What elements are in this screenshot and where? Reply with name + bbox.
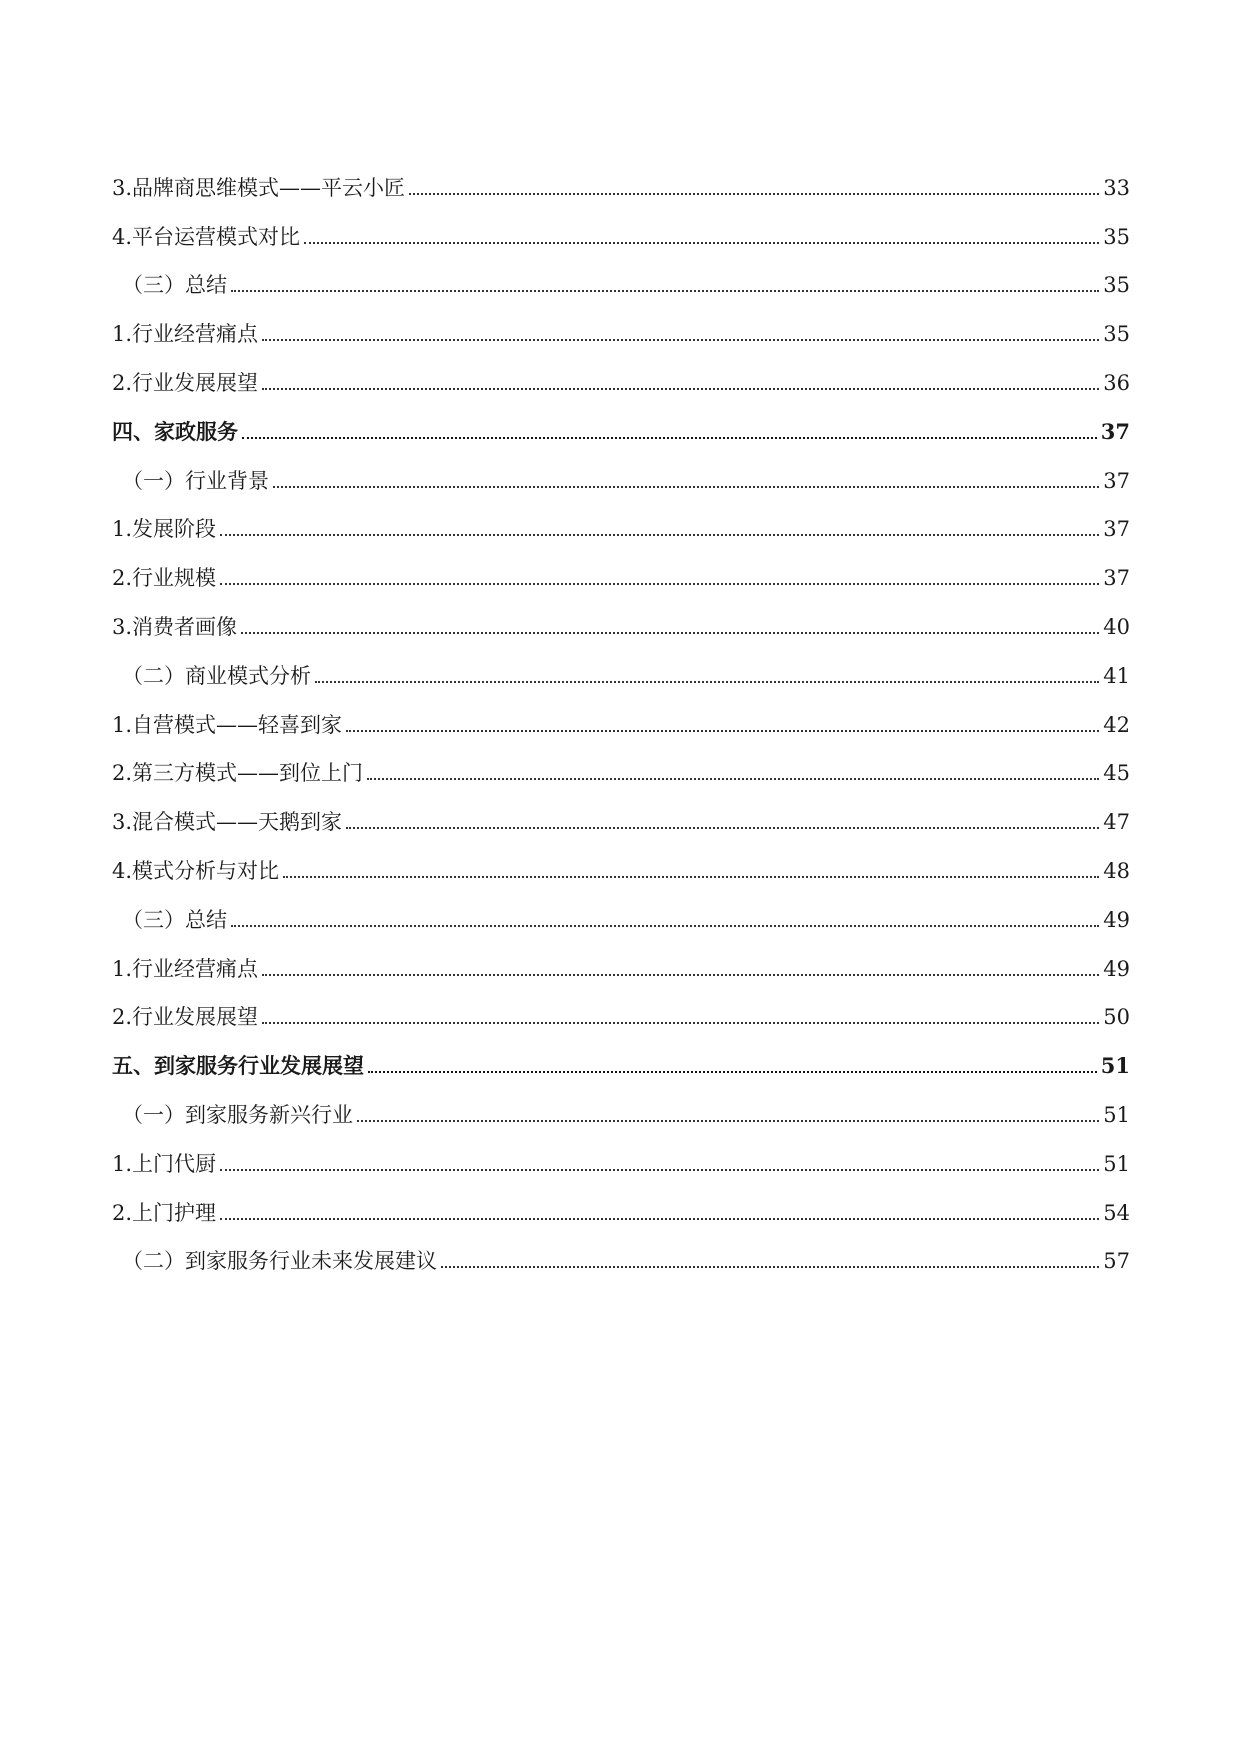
toc-dot-leader xyxy=(357,1120,1099,1122)
table-of-contents xyxy=(112,152,1130,1274)
toc-page-number: 51 xyxy=(1103,1151,1130,1176)
toc-item-entry[interactable] xyxy=(112,591,1130,640)
toc-page-number: 47 xyxy=(1103,810,1130,835)
toc-page-number: 57 xyxy=(1103,1249,1130,1274)
toc-dot-leader xyxy=(315,681,1099,683)
toc-entry-title: 4.平台运营模式对比 xyxy=(112,224,301,249)
toc-page-number: 45 xyxy=(1103,761,1130,786)
toc-entry-title: 1.行业经营痛点 xyxy=(112,956,259,981)
toc-dot-leader xyxy=(346,730,1099,732)
toc-item-entry[interactable] xyxy=(112,982,1130,1031)
toc-dot-leader xyxy=(220,583,1099,585)
toc-dot-leader xyxy=(242,437,1097,439)
toc-page-number: 35 xyxy=(1103,273,1130,298)
toc-entry-title: （一）行业背景 xyxy=(122,468,269,493)
toc-entry-title: （三）总结 xyxy=(122,907,227,932)
toc-entry-title: 4.模式分析与对比 xyxy=(112,858,280,883)
toc-dot-leader xyxy=(262,339,1099,341)
toc-entry-title: 五、到家服务行业发展展望 xyxy=(112,1053,364,1079)
toc-dot-leader xyxy=(346,827,1099,829)
toc-item-entry[interactable] xyxy=(112,738,1130,787)
toc-page-number: 40 xyxy=(1103,614,1130,639)
toc-dot-leader xyxy=(441,1266,1099,1268)
toc-entry-title: 1.发展阶段 xyxy=(112,517,217,542)
toc-item-entry[interactable] xyxy=(112,542,1130,591)
toc-page-number: 48 xyxy=(1103,858,1130,883)
toc-page-number: 37 xyxy=(1103,468,1130,493)
toc-page-number: 33 xyxy=(1103,175,1130,200)
toc-dot-leader xyxy=(220,1218,1099,1220)
toc-item-entry[interactable] xyxy=(112,1177,1130,1226)
toc-section-entry[interactable] xyxy=(112,640,1130,689)
toc-page-number: 35 xyxy=(1103,224,1130,249)
toc-page-number: 35 xyxy=(1103,322,1130,347)
toc-page-number: 51 xyxy=(1103,1102,1130,1127)
toc-entry-title: 1.行业经营痛点 xyxy=(112,322,259,347)
toc-entry-title: （三）总结 xyxy=(122,273,227,298)
toc-section-entry[interactable] xyxy=(112,1079,1130,1128)
toc-dot-leader xyxy=(273,486,1099,488)
toc-item-entry[interactable] xyxy=(112,201,1130,250)
toc-dot-leader xyxy=(220,534,1099,536)
toc-section-entry[interactable] xyxy=(112,884,1130,933)
toc-page-number: 50 xyxy=(1103,1005,1130,1030)
toc-item-entry[interactable] xyxy=(112,152,1130,201)
toc-page-number: 49 xyxy=(1103,956,1130,981)
toc-page-number: 51 xyxy=(1100,1053,1130,1079)
toc-entry-title: 2.行业发展展望 xyxy=(112,1005,259,1030)
toc-page-number: 41 xyxy=(1103,663,1130,688)
toc-entry-title: 2.上门护理 xyxy=(112,1200,217,1225)
toc-item-entry[interactable] xyxy=(112,689,1130,738)
toc-dot-leader xyxy=(262,1022,1099,1024)
toc-entry-title: （二）商业模式分析 xyxy=(122,663,311,688)
toc-item-entry[interactable] xyxy=(112,347,1130,396)
toc-entry-title: 3.品牌商思维模式——平云小匠 xyxy=(112,175,406,200)
toc-dot-leader xyxy=(231,925,1099,927)
toc-chapter-entry[interactable] xyxy=(112,1030,1130,1079)
toc-dot-leader xyxy=(231,290,1099,292)
toc-entry-title: 2.行业发展展望 xyxy=(112,370,259,395)
toc-page-number: 37 xyxy=(1103,517,1130,542)
toc-section-entry[interactable] xyxy=(112,250,1130,299)
toc-dot-leader xyxy=(283,876,1099,878)
toc-item-entry[interactable] xyxy=(112,1128,1130,1177)
toc-dot-leader xyxy=(241,632,1099,634)
toc-entry-title: 2.行业规模 xyxy=(112,566,217,591)
toc-dot-leader xyxy=(367,778,1099,780)
toc-dot-leader xyxy=(304,242,1099,244)
toc-entry-title: 3.混合模式——天鹅到家 xyxy=(112,810,343,835)
toc-entry-title: 1.上门代厨 xyxy=(112,1151,217,1176)
toc-item-entry[interactable] xyxy=(112,786,1130,835)
toc-dot-leader xyxy=(262,388,1099,390)
toc-section-entry[interactable] xyxy=(112,1226,1130,1275)
toc-page-number: 42 xyxy=(1103,712,1130,737)
toc-dot-leader xyxy=(409,193,1099,195)
toc-page-number: 54 xyxy=(1103,1200,1130,1225)
toc-entry-title: 四、家政服务 xyxy=(112,418,238,444)
toc-page-number: 37 xyxy=(1103,566,1130,591)
toc-entry-title: 1.自营模式——轻喜到家 xyxy=(112,712,343,737)
toc-item-entry[interactable] xyxy=(112,494,1130,543)
toc-page-number: 36 xyxy=(1103,370,1130,395)
toc-entry-title: 2.第三方模式——到位上门 xyxy=(112,761,364,786)
toc-chapter-entry[interactable] xyxy=(112,396,1130,445)
toc-entry-title: 3.消费者画像 xyxy=(112,614,238,639)
toc-page-number: 37 xyxy=(1100,418,1130,444)
toc-page-number: 49 xyxy=(1103,907,1130,932)
toc-entry-title: （一）到家服务新兴行业 xyxy=(122,1102,353,1127)
toc-item-entry[interactable] xyxy=(112,933,1130,982)
toc-item-entry[interactable] xyxy=(112,835,1130,884)
toc-entry-title: （二）到家服务行业未来发展建议 xyxy=(122,1249,437,1274)
toc-dot-leader xyxy=(368,1071,1097,1073)
toc-item-entry[interactable] xyxy=(112,298,1130,347)
toc-section-entry[interactable] xyxy=(112,445,1130,494)
toc-dot-leader xyxy=(262,974,1099,976)
toc-dot-leader xyxy=(220,1169,1099,1171)
